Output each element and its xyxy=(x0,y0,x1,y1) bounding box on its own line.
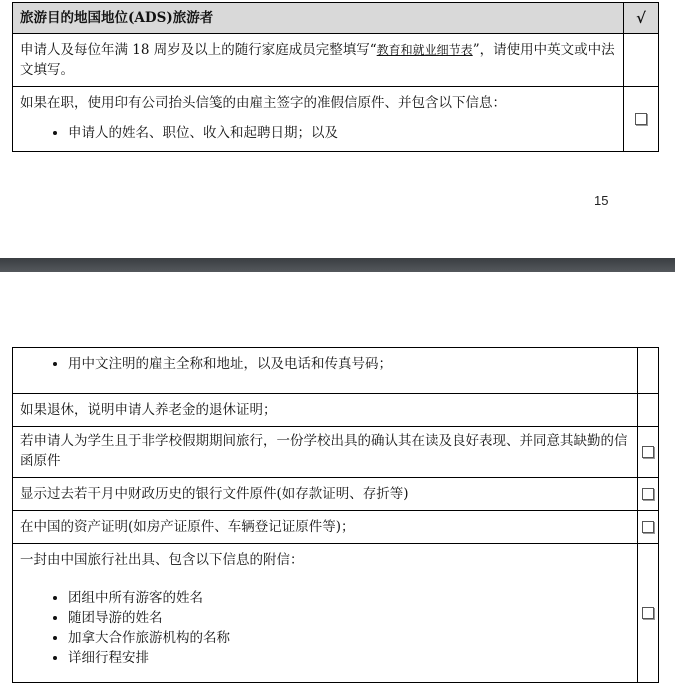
checkbox-cell xyxy=(638,511,659,544)
bullet-list xyxy=(20,354,630,374)
empty-check-cell xyxy=(624,34,659,87)
requirements-table-page1 xyxy=(12,2,659,152)
requirement-text xyxy=(13,34,624,87)
list-item: • 用中文注明的雇主全称和地址，以及电话和传真号码； xyxy=(68,354,630,374)
bullet-list xyxy=(20,123,616,143)
table-row xyxy=(13,34,659,87)
bullet-list xyxy=(20,588,630,668)
table-row xyxy=(13,511,659,544)
education-employment-form-link[interactable]: 教育和就业细节表 xyxy=(376,43,473,57)
page-separator xyxy=(0,258,675,272)
checkbox-cell xyxy=(638,427,659,478)
check-mark-icon: √ xyxy=(624,3,659,34)
checkbox[interactable] xyxy=(642,446,654,458)
requirement-text xyxy=(13,87,624,152)
table-row xyxy=(13,348,659,394)
list-item: • 申请人的姓名、职位、收入和起聘日期；以及 xyxy=(68,123,616,143)
checkbox[interactable] xyxy=(642,607,654,619)
requirement-intro: 一封由中国旅行社出具、包含以下信息的附信： xyxy=(20,552,304,568)
requirement-text-before: 申请人及每位年满 18 周岁及以上的随行家庭成员完整填写“ xyxy=(20,42,377,58)
empty-check-cell xyxy=(638,394,659,427)
requirement-text: 在中国的资产证明(如房产证原件、车辆登记证原件等)； xyxy=(13,511,638,544)
checkbox-cell xyxy=(624,87,659,152)
table-row xyxy=(13,87,659,152)
requirement-text xyxy=(13,348,638,394)
table-header-row xyxy=(13,3,659,34)
table-row xyxy=(13,544,659,683)
requirement-text xyxy=(13,544,638,683)
requirements-table-page2 xyxy=(12,347,659,683)
page-number: 15 xyxy=(594,193,609,208)
checkbox[interactable] xyxy=(635,113,647,125)
list-item: • 团组中所有游客的姓名 xyxy=(68,588,630,608)
table-row xyxy=(13,478,659,511)
requirement-text-after: ”，请使用中英文或中法文填写。 xyxy=(20,42,615,78)
table-row xyxy=(13,427,659,478)
requirement-text: 若申请人为学生且于非学校假期期间旅行，一份学校出具的确认其在读及良好表现、并同意其缺勤的信函原件 xyxy=(13,427,638,478)
table-row xyxy=(13,394,659,427)
list-item: • 详细行程安排 xyxy=(68,648,630,668)
checkbox[interactable] xyxy=(642,521,654,533)
checkbox[interactable] xyxy=(642,488,654,500)
requirement-text: 如果退休，说明申请人养老金的退休证明； xyxy=(13,394,638,427)
empty-check-cell xyxy=(638,348,659,394)
list-item: • 加拿大合作旅游机构的名称 xyxy=(68,628,630,648)
section-title: 旅游目的地国地位(ADS)旅游者 xyxy=(13,3,624,34)
requirement-text: 显示过去若干月中财政历史的银行文件原件(如存款证明、存折等) xyxy=(13,478,638,511)
checkbox-cell xyxy=(638,478,659,511)
list-item: • 随团导游的姓名 xyxy=(68,608,630,628)
requirement-intro: 如果在职，使用印有公司抬头信笺的由雇主签字的准假信原件、并包含以下信息： xyxy=(20,95,506,111)
checkbox-cell xyxy=(638,544,659,683)
